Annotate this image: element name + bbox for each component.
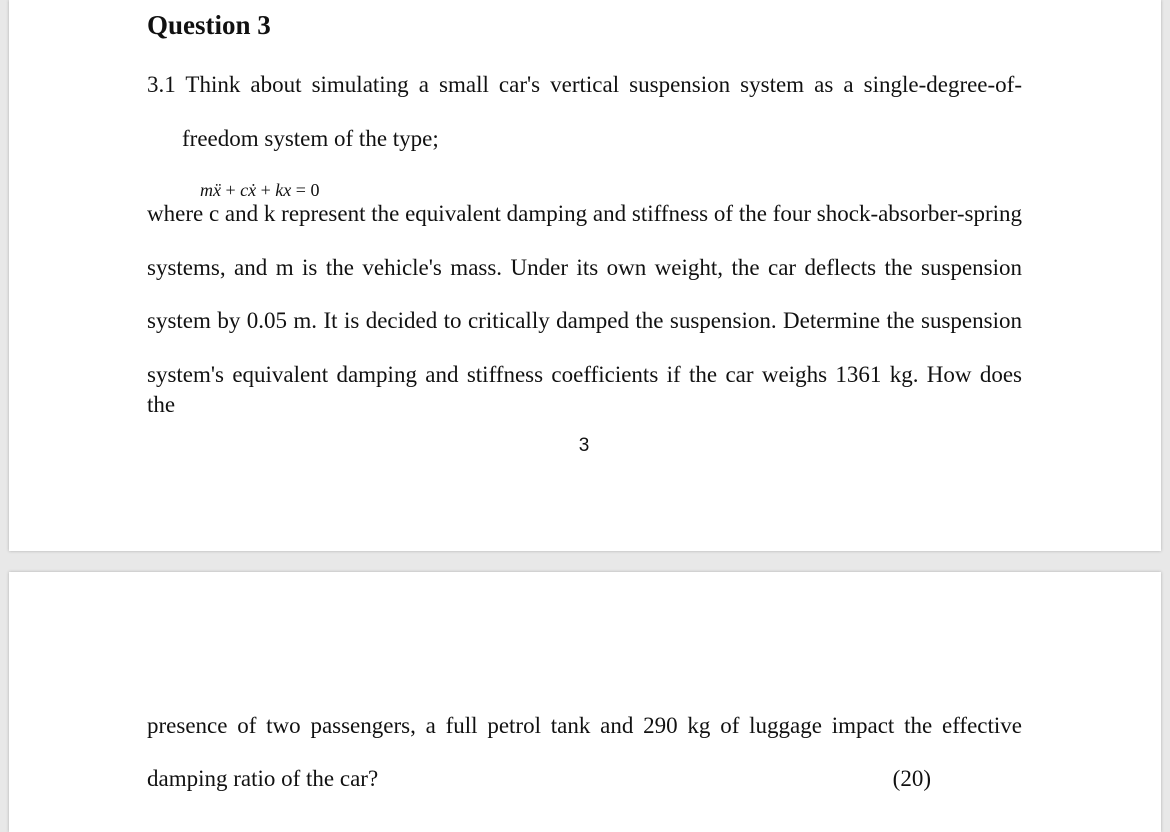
paragraph-line-5: system by 0.05 m. It is decided to critically damped the suspension. Determine the suspension bbox=[147, 308, 1022, 333]
paragraph-line-2: freedom system of the type; bbox=[182, 126, 439, 151]
document-page-2 bbox=[9, 572, 1161, 832]
equation-plus-1: + bbox=[225, 180, 236, 200]
paragraph-line-7: presence of two passengers, a full petrol tank and 290 kg of luggage impact the effective bbox=[147, 713, 1022, 738]
paragraph-line-6: system's equivalent damping and stiffness coefficients if the car weighs 1361 kg. How does the bbox=[147, 362, 1022, 417]
equation-of-motion bbox=[200, 179, 319, 201]
paragraph-line-4: systems, and m is the vehicle's mass. Under its own weight, the car deflects the suspension bbox=[147, 255, 1022, 280]
equation-stiffness-term: kx bbox=[275, 180, 292, 200]
paragraph-line-1: 3.1 Think about simulating a small car's vertical suspension system as a single-degree-of- bbox=[147, 72, 1022, 97]
paragraph-line-8: damping ratio of the car? bbox=[147, 766, 379, 791]
equation-mass-term: mẍ bbox=[200, 180, 221, 200]
document-page-1 bbox=[9, 0, 1161, 551]
equation-equals: = bbox=[295, 180, 306, 200]
page-number: 3 bbox=[578, 435, 590, 456]
equation-plus-2: + bbox=[260, 180, 271, 200]
question-heading: Question 3 bbox=[147, 10, 271, 40]
marks-label: (20) bbox=[892, 766, 931, 791]
equation-rhs: 0 bbox=[310, 180, 320, 200]
equation-damping-term: cẋ bbox=[240, 180, 257, 200]
paragraph-line-3: where c and k represent the equivalent damping and stiffness of the four shock-absorber-spring bbox=[147, 201, 1022, 226]
